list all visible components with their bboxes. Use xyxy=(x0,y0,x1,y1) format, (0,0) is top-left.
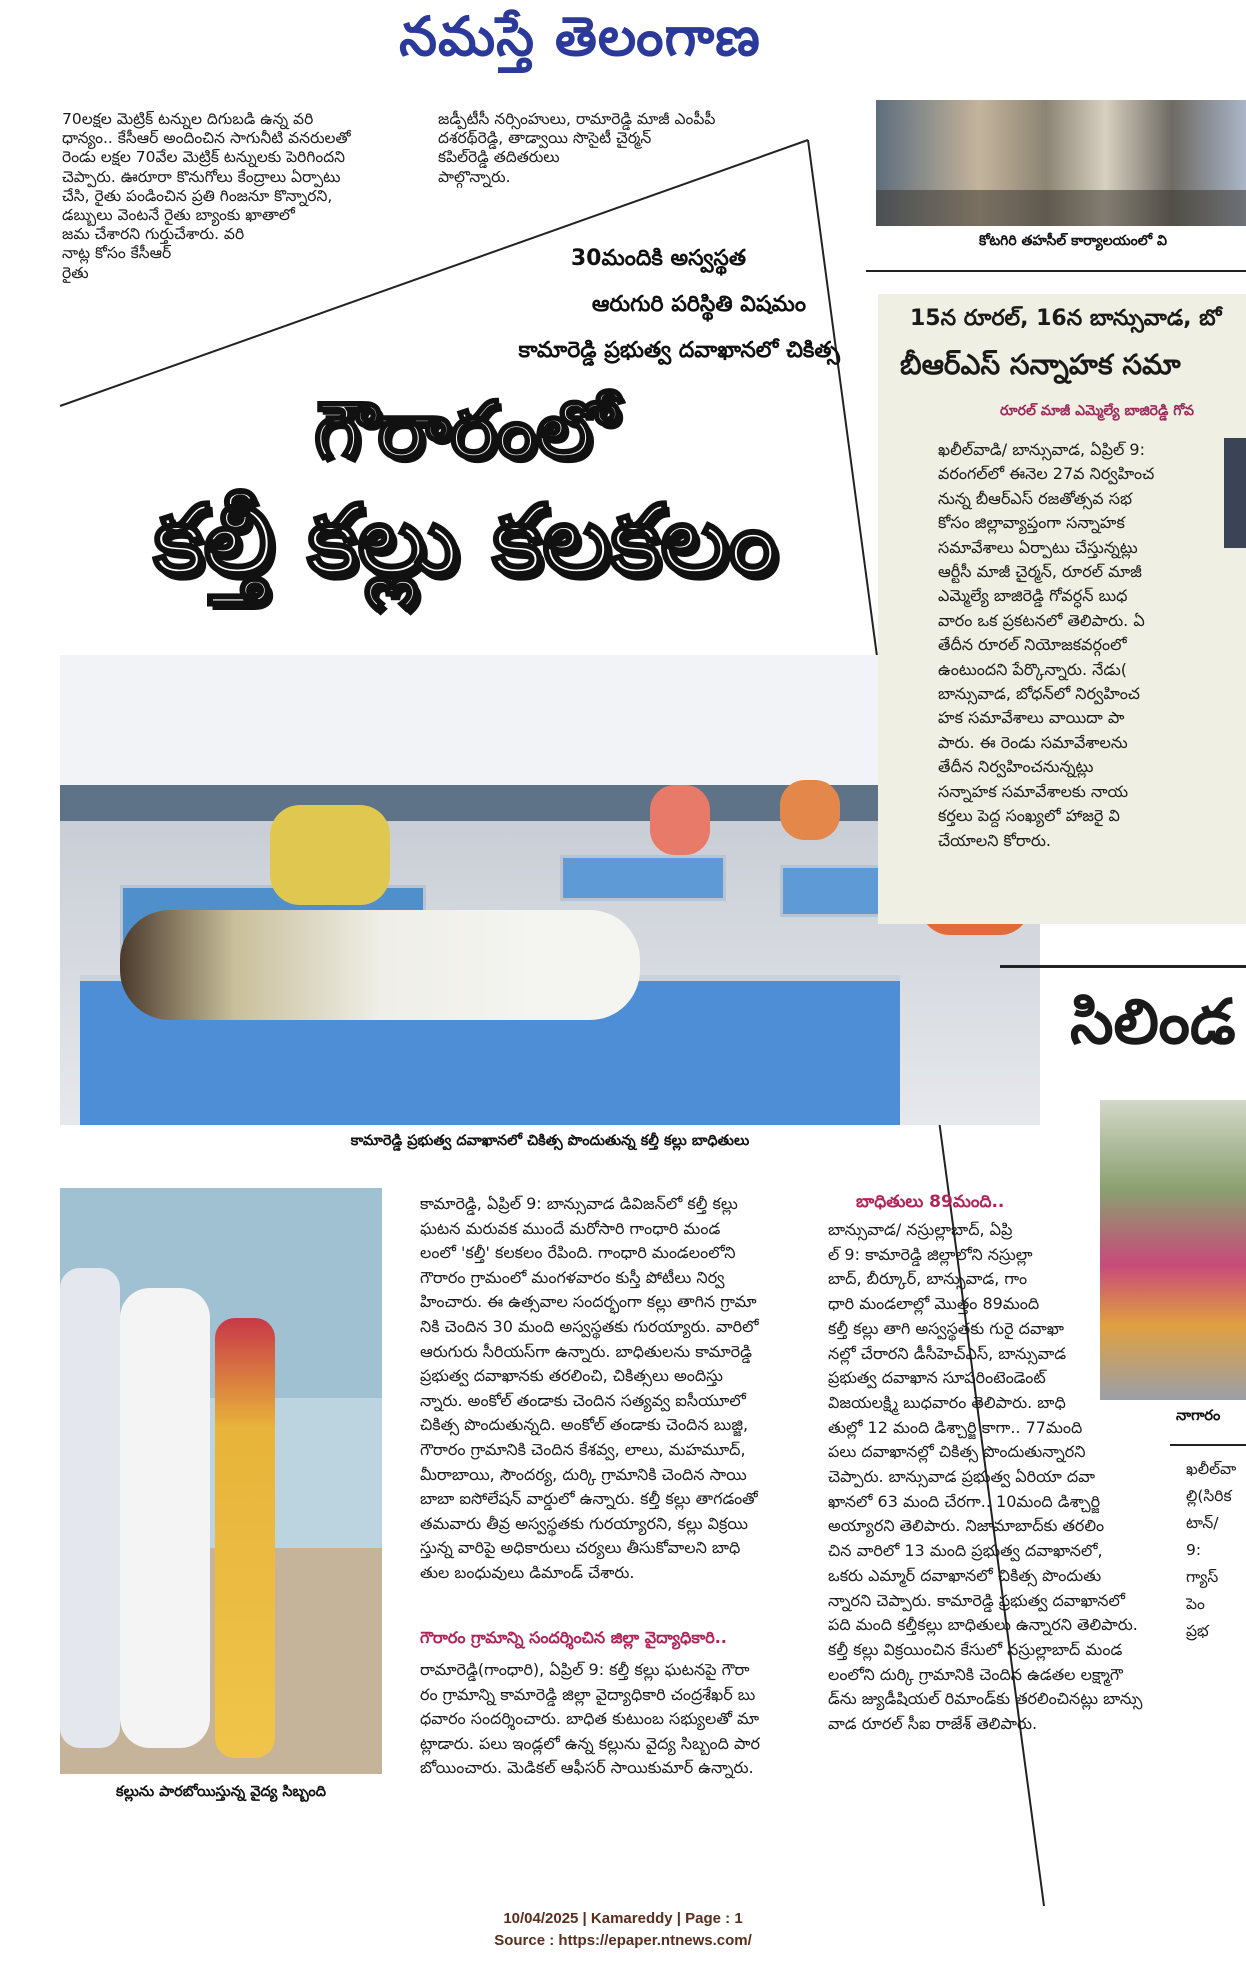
main-body-column-1: కామారెడ్డి, ఏప్రిల్ 9: బాన్సువాడ డివిజన్‌లో కల్తీ కల్లు ఘటన మరువక ముందే మరోసారి గాంధారి మండ లంలో 'కల్తీ' కలకలం రేపింది. గాంధారి మండలంలోని గౌరారం గ్రామంలో మంగళవారం కుస్తీ పోటీలు నిర్వ హించారు. ఈ ఉత్సవాల సందర్భంగా కల్లు తాగిన గ్రామా నికి చెందిన 30 మంది అస్వస్థతకు గురయ్యారు. వారిలో ఆరుగురు సీరియస్‌గా ఉన్నారు. బాధితులను కామారెడ్డి ప్రభుత్వ దవాఖానకు తరలించి, చికిత్సలు అందిస్తు న్నారు. అంకోల్ తండాకు చెందిన సత్యవ్వ ఐసీయూలో చికిత్స పొందుతున్నది. అంకోల్ తండాకు చెందిన బుజ్జి, గౌరారం గ్రామానికి చెందిన కేశవ్వ, లాలు, మహమూద్, మీరాబాయి, సౌందర్య, దుర్కి గ్రామానికి చెందిన సాయి బాబా ఐసోలేషన్ వార్డులో ఉన్నారు. కల్తీ కల్లు తాగడంతో తమవారు తీవ్ర అస్వస్థతకు గురయ్యారని, కల్లు విక్రయి స్తున్న వారిపై అధికారులు చర్యలు తీసుకోవాలని బాధి తుల బంధువులు డిమాండ్ చేశారు. xyxy=(420,1194,759,1582)
side-story-headline: బీఆర్ఎస్ సన్నాహక సమా xyxy=(900,348,1181,381)
footer-source: Source : https://epaper.ntnews.com/ xyxy=(494,1932,752,1949)
right-story-photo-caption: నాగారం xyxy=(1176,1408,1221,1424)
column-2-subhead: బాధితులు 89మంది.. xyxy=(856,1192,1005,1212)
divider xyxy=(1000,965,1246,968)
masthead-title: నమస్తే తెలంగాణ xyxy=(399,4,761,68)
inner-subhead: గౌరారం గ్రామాన్ని సందర్శించిన జిల్లా వైద్యాధికారి.. xyxy=(420,1628,727,1647)
right-story-body: ఖలీల్‌వా ల్లి(సిరిక టాన్/ 9: గ్యాస్ పెం ప్రభ xyxy=(1186,1460,1237,1640)
subhead-2: ఆరుగురి పరిస్థితి విషమం xyxy=(591,292,806,317)
main-body-column-1-part-2: రామారెడ్డి(గాంధారి), ఏప్రిల్ 9: కల్తీ కల్లు ఘటనపై గౌరా రం గ్రామాన్ని కామారెడ్డి జిల్లా వైద్యాధికారి చంద్రశేఖర్ బు ధవారం సందర్శించారు. బాధిత కుటుంబ సభ్యులతో మా ట్లాడారు. పలు ఇండ్లలో ఉన్న కల్లును వైద్య సిబ్బంది పార బోయించారు. మెడికల్ ఆఫీసర్ సాయికుమార్ ఉన్నారు. xyxy=(420,1660,760,1778)
headline-line-1: గౌరారంలో xyxy=(314,386,617,476)
subhead-3: కామారెడ్డి ప్రభుత్వ దవాఖానలో చికిత్స xyxy=(518,338,840,363)
small-photo-caption: కల్లును పారబోయిస్తున్న వైద్య సిబ్బంది xyxy=(116,1784,326,1800)
top-left-column: 70లక్షల మెట్రిక్ టన్నుల దిగుబడి ఉన్న వరి ధాన్యం.. కేసీఆర్ అందించిన సాగునీటి వనరులతో రెండు లక్షల 70వేల మెట్రిక్ టన్నులకు పెరిగిందని చెప్పారు. ఊరూరా కొనుగోలు కేంద్రాలు ఏర్పాటు చేసి, రైతు పండించిన ప్రతి గింజనూ కొన్నారని, డబ్బులు వెంటనే రైతు బ్యాంకు ఖాతాలో జమ చేశారని గుర్తుచేశారు. వరి నాట్ల కోసం కేసీఆర్ రైతు xyxy=(62,110,351,282)
top-right-photo-caption: కోటగిరి తహసీల్ కార్యాలయంలో వి xyxy=(979,233,1167,249)
main-photo-caption: కామారెడ్డి ప్రభుత్వ దవాఖానలో చికిత్స పొందుతున్న కల్తీ కల్లు బాధితులు xyxy=(350,1133,750,1149)
footer-date-edition: 10/04/2025 | Kamareddy | Page : 1 xyxy=(503,1910,743,1927)
top-middle-column: జడ్పీటీసీ నర్సింహులు, రామారెడ్డి మాజీ ఎంపీపీ దశరథ్‌రెడ్డి, తాడ్వాయి సొసైటీ చైర్మన్ కపిల్‌రెడ్డి తదితరులు పాల్గొన్నారు. xyxy=(438,110,716,186)
side-story-byline: రూరల్ మాజీ ఎమ్మెల్యే బాజిరెడ్డి గోవ xyxy=(1000,403,1194,419)
headline-line-2: కల్తీ కల్లు కలకలం xyxy=(153,484,778,596)
side-story-kicker: 15న రూరల్, 16న బాన్సువాడ, బో xyxy=(910,306,1222,331)
subhead-1: 30మందికి అస్వస్థత xyxy=(570,246,746,271)
small-photo xyxy=(60,1188,382,1774)
main-body-column-2: బాన్సువాడ/ నస్రుల్లాబాద్, ఏప్రి ల్ 9: కామారెడ్డి జిల్లాలోని నస్రుల్లా బాద్, బీర్కూర్, బాన్సువాడ, గాం ధారి మండలాల్లో మొత్తం 89మంది కల్తీ కల్లు తాగి అస్వస్థతకు గురై దవాఖా నల్లో చేరారని డీసీహెచ్‌ఎస్, బాన్సువాడ ప్రభుత్వ దవాఖాన సూపరింటెండెంట్ విజయలక్ష్మి బుధవారం తెలిపారు. బాధి తుల్లో 12 మంది డిశ్చార్జి కాగా.. 77మంది పలు దవాఖానల్లో చికిత్స పొందుతున్నారని చెప్పారు. బాన్సువాడ ప్రభుత్వ ఏరియా దవా ఖానలో 63 మంది చేరగా.. 10మంది డిశ్చార్జి అయ్యారని తెలిపారు. నిజామాబాద్‌కు తరలిం చిన వారిలో 13 మంది ప్రభుత్వ దవాఖానలో, ఒకరు ఎమ్మార్ దవాఖానలో చికిత్స పొందుతు న్నారని చెప్పారు. కామారెడ్డి ప్రభుత్వ దవాఖానలో పది మంది కల్తీకల్లు బాధితులు ఉన్నారని తెలిపారు. కల్తీ కల్లు విక్రయించిన కేసులో నస్రుల్లాబాద్ మండ లంలోని దుర్కి గ్రామానికి చెందిన ఉడతల లక్ష్మాగౌ డ్‌ను జ్యుడీషియల్ రిమాండ్‌కు తరలించినట్లు బాన్సు వాడ రూరల్ సీఐ రాజేశ్ తెలిపారు. xyxy=(828,1220,1143,1734)
right-story-headline: సిలిండ xyxy=(1070,985,1236,1058)
side-story-body: ఖలీల్‌వాడి/ బాన్సువాడ, ఏప్రిల్ 9: వరంగల్‌లో ఈనెల 27వ నిర్వహించ నున్న బీఆర్ఎస్ రజతోత్సవ సభ కోసం జిల్లావ్యాప్తంగా సన్నాహక సమావేశాలు ఏర్పాటు చేస్తున్నట్లు ఆర్టీసీ మాజీ చైర్మన్, రూరల్ మాజీ ఎమ్మెల్యే బాజిరెడ్డి గోవర్ధన్ బుధ వారం ఒక ప్రకటనలో తెలిపారు. ఏ తేదీన రూరల్ నియోజకవర్గంలో ఉంటుందని పేర్కొన్నారు. నేడు( బాన్సువాడ, బోధన్‌లో నిర్వహించ హక సమావేశాలు వాయిదా పా పారు. ఈ రెండు సమావేశాలను తేదీన నిర్వహించనున్నట్లు సన్నాహక సమావేశాలకు నాయ కర్తలు పెద్ద సంఖ్యలో హాజరై వి చేయాలని కోరారు. xyxy=(938,440,1155,850)
